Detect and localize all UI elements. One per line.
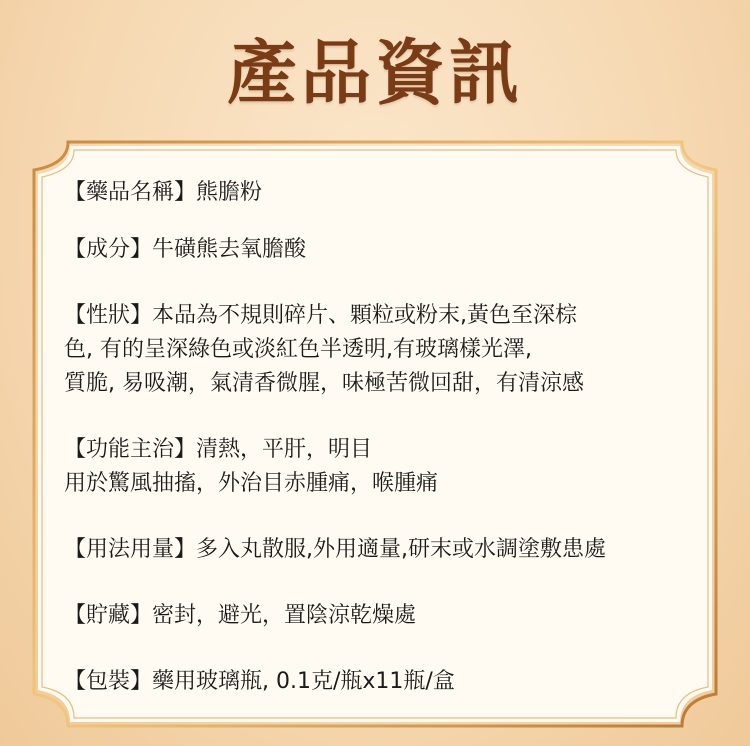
item-package	[64, 665, 704, 699]
item-value: 本品為不規則碎片、顆粒或粉末,黃色至深棕	[152, 303, 578, 328]
item-value: 清熱，平肝，明目	[196, 437, 373, 462]
item-label: 【藥品名稱】	[64, 180, 197, 205]
product-info-list	[64, 176, 704, 699]
item-label: 【性狀】	[64, 303, 153, 328]
item-label: 【包裝】	[64, 669, 153, 694]
item-value: 密封，避光，置陰涼乾燥處	[152, 603, 417, 628]
item-value: 牛磺熊去氧膽酸	[152, 237, 307, 262]
item-name	[64, 176, 704, 210]
item-label: 【用法用量】	[64, 537, 197, 562]
item-description	[64, 299, 704, 401]
item-function	[64, 433, 704, 501]
item-ingredient	[64, 233, 704, 267]
item-value: 色, 有的呈深綠色或淡紅色半透明,有玻璃樣光澤,	[64, 337, 532, 362]
item-value: 質脆, 易吸潮，氣清香微腥，味極苦微回甜，有清涼感	[64, 371, 584, 396]
item-label: 【功能主治】	[64, 437, 197, 462]
item-value: 藥用玻璃瓶, 0.1克/瓶x11瓶/盒	[152, 669, 455, 694]
page-title: 產品資訊	[227, 32, 523, 114]
item-storage	[64, 599, 704, 633]
item-usage	[64, 533, 704, 567]
item-label: 【成分】	[64, 237, 153, 262]
item-label: 【貯藏】	[64, 603, 153, 628]
item-value: 用於驚風抽搐，外治目赤腫痛，喉腫痛	[64, 471, 439, 496]
item-value: 多入丸散服,外用適量,研末或水調塗敷患處	[196, 537, 607, 562]
item-value: 熊膽粉	[196, 180, 263, 205]
